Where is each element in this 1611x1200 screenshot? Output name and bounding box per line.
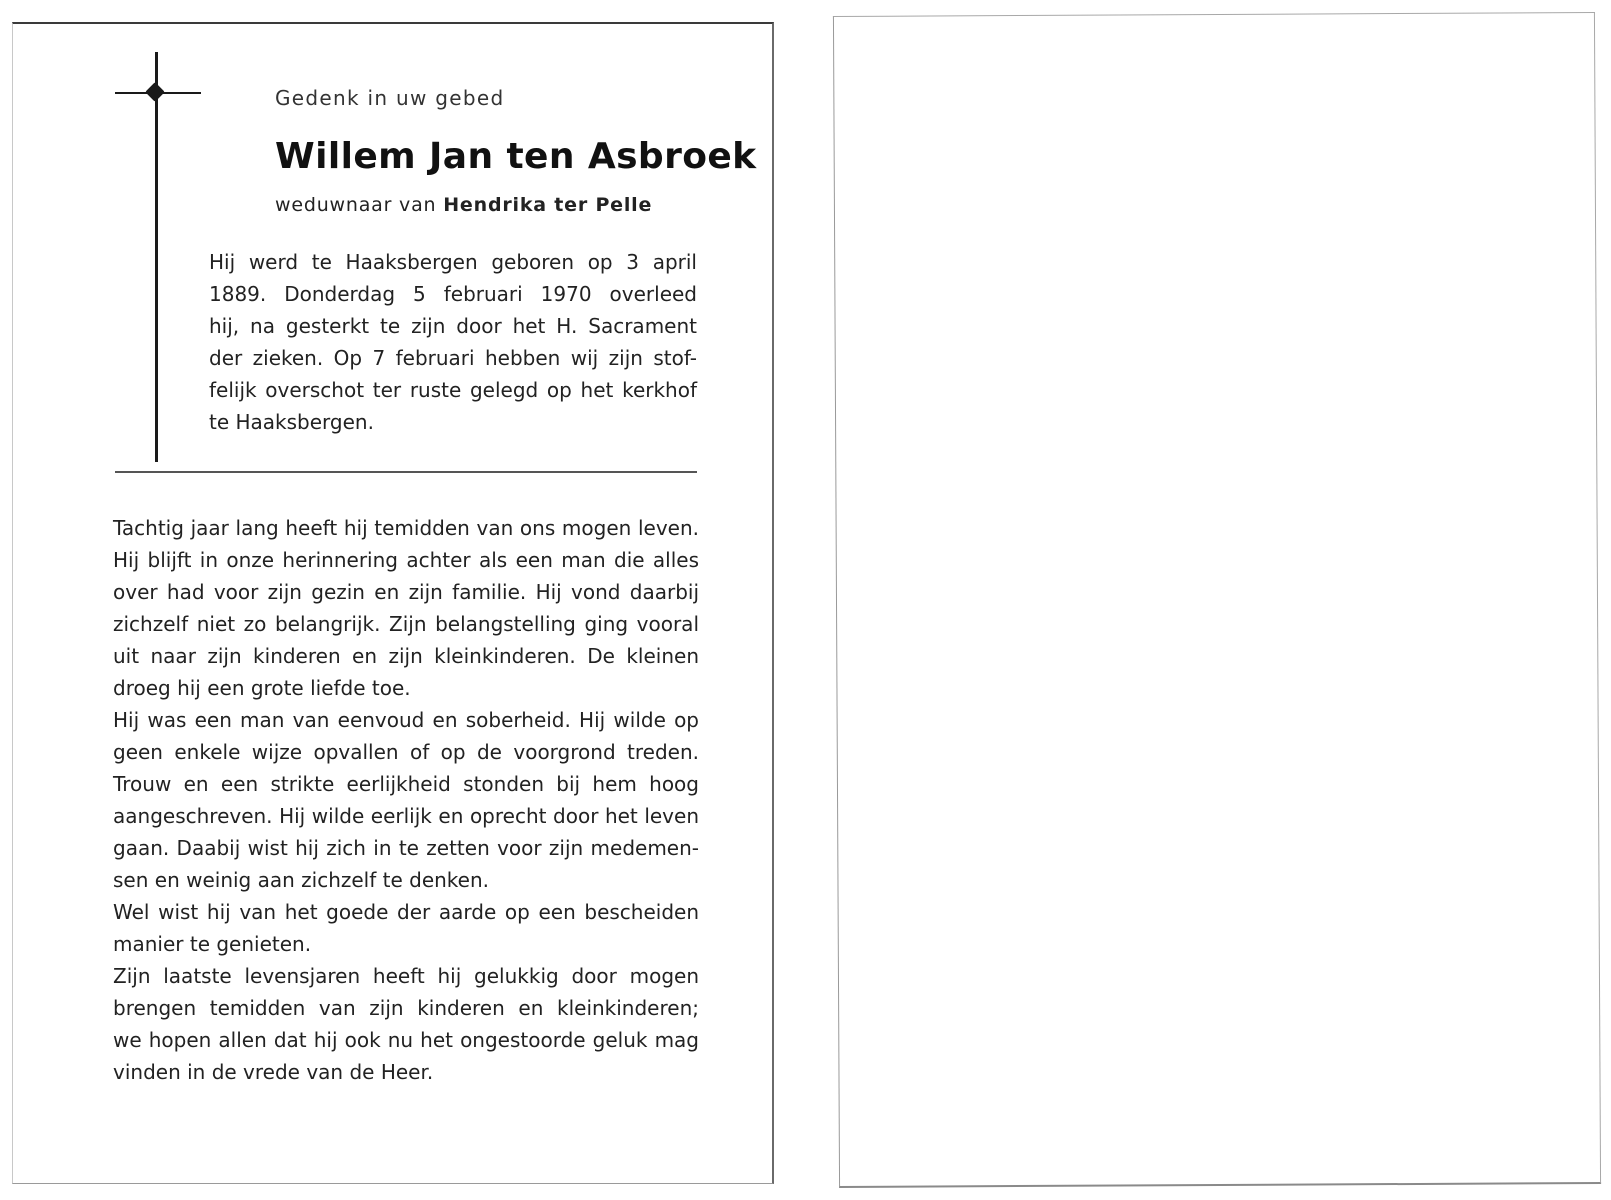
tribute-line: uit naar zijn kinderen en zijn kleinkinderen. De kleinen — [113, 644, 699, 668]
bio-line: felijk overschot ter ruste gelegd op het kerkhof — [209, 378, 697, 402]
spouse-name: Hendrika ter Pelle — [443, 194, 653, 216]
tribute-line: zichzelf niet zo belangrijk. Zijn belangstelling ging vooral — [113, 612, 699, 636]
tribute-line: Tachtig jaar lang heeft hij temidden van ons mogen leven. — [113, 516, 699, 540]
memorial-card-front — [12, 22, 774, 1184]
cross-ornament — [145, 82, 165, 102]
intro-text: Gedenk in uw gebed — [275, 86, 505, 110]
tribute-paragraph — [113, 512, 699, 1088]
bio-line: hij, na gesterkt te zijn door het H. Sacrament — [209, 314, 697, 338]
bio-line: der zieken. Op 7 februari hebben wij zijn stof- — [209, 346, 697, 370]
tribute-line: geen enkele wijze opvallen of op de voorgrond treden. — [113, 740, 699, 764]
spouse-prefix: weduwnaar van — [275, 194, 437, 216]
divider-line — [115, 471, 697, 473]
tribute-line: sen en weinig aan zichzelf te denken. — [113, 868, 490, 892]
tribute-line: droeg hij een grote liefde toe. — [113, 676, 411, 700]
tribute-line: gaan. Daabij wist hij zich in te zetten voor zijn medemen- — [113, 836, 699, 860]
tribute-line: over had voor zijn gezin en zijn familie. Hij vond daarbij — [113, 580, 699, 604]
tribute-line: we hopen allen dat hij ook nu het ongestoorde geluk mag — [113, 1028, 699, 1052]
cross-icon — [155, 52, 158, 462]
tribute-line: Hij was een man van eenvoud en soberheid. Hij wilde op — [113, 708, 699, 732]
spouse-line — [275, 194, 652, 216]
tribute-line: Hij blijft in onze herinnering achter als een man die alles — [113, 548, 699, 572]
memorial-card-back — [833, 12, 1601, 1188]
deceased-name: Willem Jan ten Asbroek — [275, 136, 757, 177]
tribute-line: manier te genieten. — [113, 932, 312, 956]
bio-line: 1889. Donderdag 5 februari 1970 overleed — [209, 282, 697, 306]
tribute-line: brengen temidden van zijn kinderen en kleinkinderen; — [113, 996, 699, 1020]
tribute-line: Trouw en een strikte eerlijkheid stonden bij hem hoog — [113, 772, 699, 796]
bio-line: te Haaksbergen. — [209, 410, 374, 434]
tribute-line: aangeschreven. Hij wilde eerlijk en oprecht door het leven — [113, 804, 699, 828]
tribute-line: vinden in de vrede van de Heer. — [113, 1060, 434, 1084]
biography-paragraph — [209, 246, 697, 438]
bio-line: Hij werd te Haaksbergen geboren op 3 april — [209, 250, 697, 274]
tribute-line: Wel wist hij van het goede der aarde op een bescheiden — [113, 900, 699, 924]
tribute-line: Zijn laatste levensjaren heeft hij gelukkig door mogen — [113, 964, 699, 988]
